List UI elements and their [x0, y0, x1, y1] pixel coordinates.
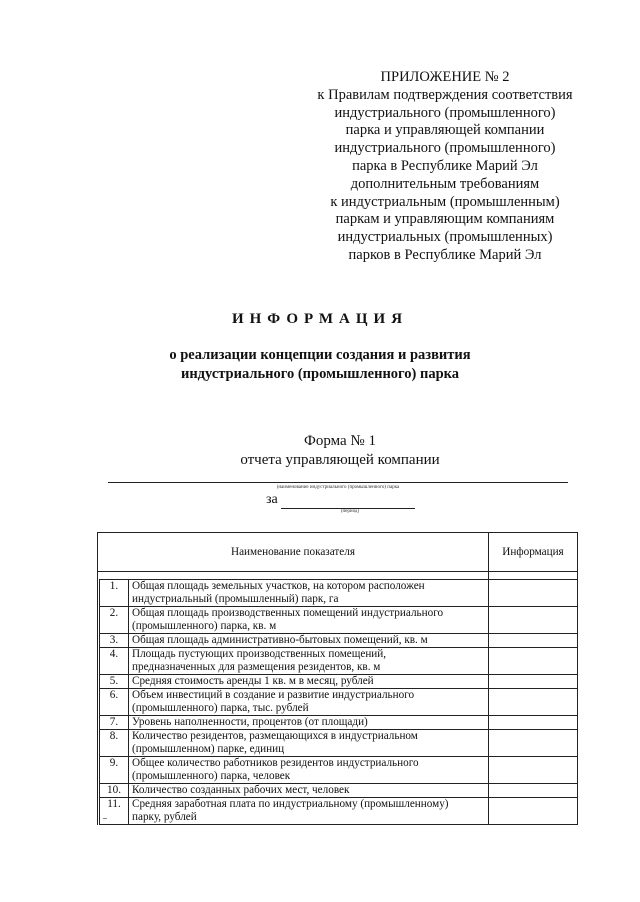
- park-name-caption: (наименование индустриального (промышленного) парка: [276, 485, 400, 490]
- indicator-text-line: Уровень наполненности, процентов (от площади): [132, 716, 368, 728]
- form-number: Форма № 1: [304, 433, 376, 449]
- row-number: 1.: [100, 580, 129, 607]
- row-information-cell[interactable]: [489, 716, 578, 730]
- table-spacer-row: [98, 572, 578, 580]
- row-information-cell[interactable]: [489, 580, 578, 607]
- row-indicator-name: [129, 675, 489, 689]
- appendix-line: парка и управляющей компании: [345, 122, 545, 139]
- row-number: 2.: [100, 607, 129, 634]
- table-row: [98, 580, 578, 607]
- document-subtitle: [0, 346, 640, 384]
- row-number: 9.: [100, 757, 129, 784]
- row-information-cell[interactable]: [489, 730, 578, 757]
- row-indicator-name: [129, 798, 489, 825]
- indicator-text-line: Средняя заработная плата по индустриальному (промышленному): [132, 798, 449, 810]
- table-row: [98, 757, 578, 784]
- row-information-cell[interactable]: [489, 634, 578, 648]
- row-indicator-name: [129, 784, 489, 798]
- row-information-cell[interactable]: [489, 757, 578, 784]
- row-information-cell[interactable]: [489, 648, 578, 675]
- indicator-text-line: Количество созданных рабочих мест, человек: [132, 784, 350, 796]
- indicator-text-line: Количество резидентов, размещающихся в индустриальном: [132, 730, 418, 742]
- indicators-table: [97, 532, 578, 825]
- row-indicator-name: [129, 634, 489, 648]
- row-information-cell[interactable]: [489, 784, 578, 798]
- row-number: 3.: [100, 634, 129, 648]
- form-title: [0, 432, 640, 470]
- indicator-text-line: (промышленном) парке, единиц: [132, 743, 285, 755]
- indicator-text-line: Общая площадь производственных помещений индустриального: [132, 607, 444, 619]
- table-row: [98, 784, 578, 798]
- indicator-text-line: индустриальный (промышленный) парк, га: [132, 593, 339, 605]
- row-information-cell[interactable]: [489, 675, 578, 689]
- indicator-text-line: (промышленного) парка, человек: [132, 770, 291, 782]
- appendix-line: дополнительным требованиям: [350, 175, 540, 192]
- subtitle-line: о реализации концепции создания и развития: [169, 347, 471, 363]
- row-information-cell[interactable]: [489, 607, 578, 634]
- indicator-text-line: Площадь пустующих производственных помещений,: [132, 648, 387, 660]
- table-row: [98, 648, 578, 675]
- appendix-line: индустриальных (промышленных): [337, 229, 553, 246]
- row-indicator-name: [129, 730, 489, 757]
- row-information-cell[interactable]: [489, 798, 578, 825]
- appendix-line: индустриального (промышленного): [334, 140, 556, 157]
- table-row: [98, 730, 578, 757]
- row-indicator-name: [129, 648, 489, 675]
- row-information-cell[interactable]: [489, 689, 578, 716]
- table-row: [98, 716, 578, 730]
- header-information: Информация: [489, 533, 578, 572]
- row-number: 6.: [100, 689, 129, 716]
- appendix-line: парка в Республике Марий Эл: [352, 157, 538, 174]
- indicator-text-line: Общее количество работников резидентов индустриального: [132, 757, 419, 769]
- form-description: отчета управляющей компании: [240, 452, 440, 468]
- document-title: ИНФОРМАЦИЯ: [231, 311, 409, 327]
- row-number: 8.: [100, 730, 129, 757]
- indicator-text-line: Общая площадь административно-бытовых помещений, кв. м: [132, 634, 428, 646]
- indicator-text-line: (промышленного) парка, тыс. рублей: [132, 702, 309, 714]
- indicator-text-line: (промышленного) парка, кв. м: [132, 620, 277, 632]
- row-indicator-name: [129, 716, 489, 730]
- period-caption: (период): [340, 509, 360, 514]
- indicator-text-line: предназначенных для размещения резидентов, кв. м: [132, 661, 381, 673]
- appendix-block: [300, 69, 590, 265]
- subtitle-line: индустриального (промышленного) парка: [180, 366, 460, 382]
- appendix-line: индустриального (промышленного): [334, 104, 556, 121]
- table-row: [98, 607, 578, 634]
- row-indicator-name: [129, 607, 489, 634]
- table-body: [98, 580, 578, 825]
- table-row: [98, 634, 578, 648]
- appendix-line: парков в Республике Марий Эл: [348, 246, 542, 263]
- appendix-line: к Правилам подтверждения соответствия: [317, 86, 573, 103]
- row-indicator-name: [129, 689, 489, 716]
- table-row: [98, 689, 578, 716]
- appendix-line: паркам и управляющим компаниям: [335, 211, 555, 228]
- row-number: 7.: [100, 716, 129, 730]
- table-row: [98, 798, 578, 825]
- table-row: [98, 675, 578, 689]
- appendix-line: ПРИЛОЖЕНИЕ № 2: [380, 69, 510, 85]
- indicator-text-line: Средняя стоимость аренды 1 кв. м в месяц, рублей: [132, 675, 374, 687]
- scan-mark: [103, 818, 107, 819]
- period-label: за: [266, 492, 278, 507]
- row-number: 11.: [100, 798, 129, 825]
- row-number: 4.: [100, 648, 129, 675]
- park-name-line: [108, 482, 568, 483]
- row-indicator-name: [129, 580, 489, 607]
- indicator-text-line: Общая площадь земельных участков, на котором расположен: [132, 580, 425, 592]
- indicator-text-line: парку, рублей: [132, 811, 197, 823]
- table-header-row: [98, 533, 578, 572]
- indicator-text-line: Объем инвестиций в создание и развитие индустриального: [132, 689, 415, 701]
- row-indicator-name: [129, 757, 489, 784]
- row-number: 5.: [100, 675, 129, 689]
- appendix-line: к индустриальным (промышленным): [330, 193, 560, 210]
- header-indicator-name: Наименование показателя: [98, 533, 489, 572]
- row-number: 10.: [100, 784, 129, 798]
